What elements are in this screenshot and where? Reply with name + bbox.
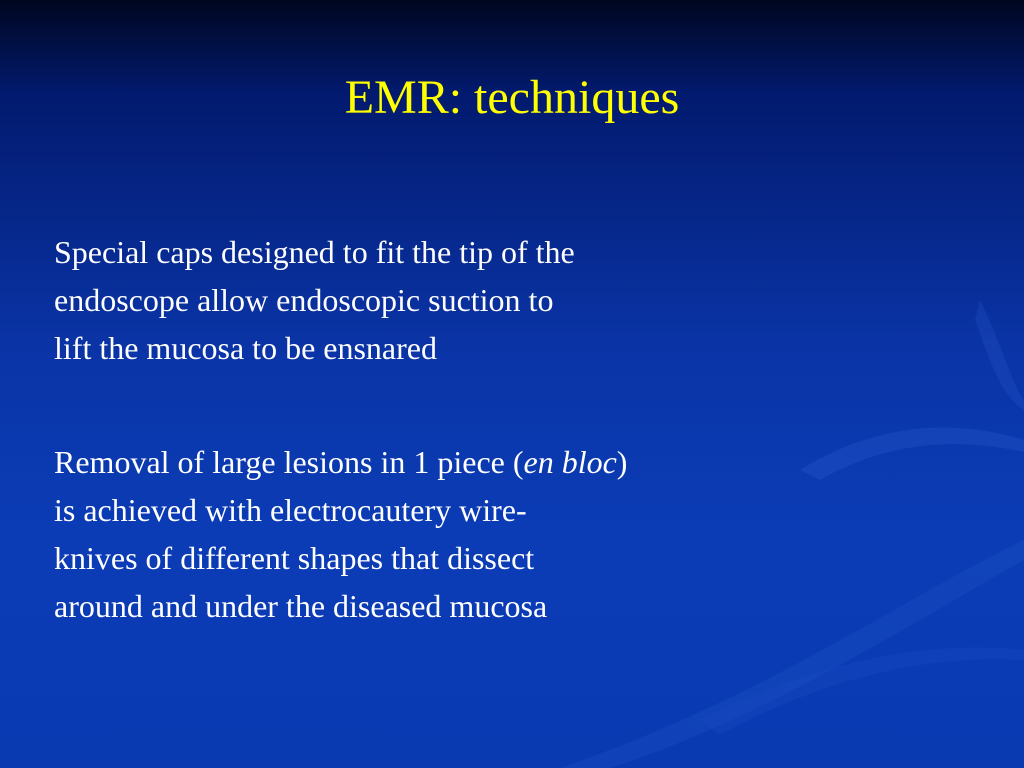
paragraph-1-line-1: Special caps designed to fit the tip of the [54,234,575,270]
paragraph-2-line-4: around and under the diseased mucosa [54,588,548,624]
paragraph-2-line-1-text: Removal of large lesions in 1 piece ( [54,444,524,480]
paragraph-1-line-3: lift the mucosa to be ensnared [54,330,437,366]
paragraph-1-line-2: endoscope allow endoscopic suction to [54,282,554,318]
paragraph-caps-suction [54,228,752,372]
paragraph-2-line-1-close: ) [616,444,628,480]
paragraph-2-line-3: knives of different shapes that dissect [54,540,535,576]
paragraph-en-bloc-removal [54,438,752,630]
paragraph-2-line-2: is achieved with electrocautery wire- [54,492,527,528]
slide-title: EMR: techniques [344,71,680,124]
en-bloc-italic: en bloc [523,444,617,480]
paragraph-2-line-1 [54,438,752,486]
